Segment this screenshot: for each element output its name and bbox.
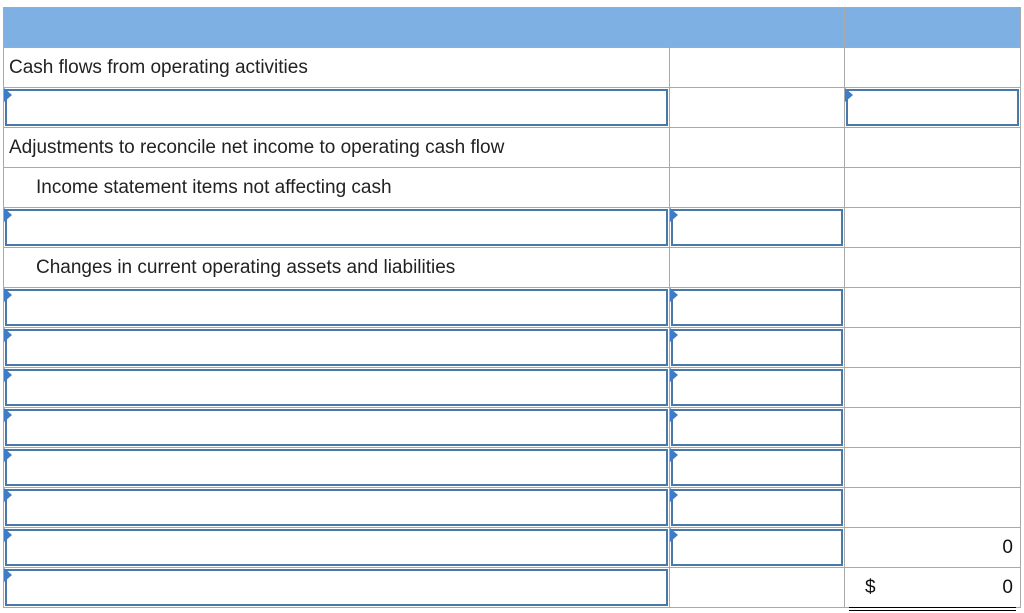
dropdown-flag-icon[interactable] — [670, 528, 678, 542]
net-income-description-input[interactable] — [5, 89, 668, 126]
empty-cell — [670, 128, 845, 168]
empty-cell — [845, 328, 1021, 368]
input-cell — [670, 328, 845, 368]
empty-cell — [670, 248, 845, 288]
dropdown-flag-icon[interactable] — [670, 288, 678, 302]
change-description-input[interactable] — [5, 449, 668, 486]
empty-cell — [845, 48, 1021, 88]
change-amount-input[interactable] — [671, 409, 843, 446]
dropdown-flag-icon[interactable] — [670, 448, 678, 462]
empty-cell — [670, 88, 845, 128]
total-cell — [845, 528, 1021, 568]
change-description-input[interactable] — [5, 369, 668, 406]
change-amount-input[interactable] — [671, 329, 843, 366]
table-row — [4, 488, 1021, 528]
input-cell — [4, 288, 670, 328]
section-label: Cash flows from operating activities — [9, 56, 308, 78]
subtotal-amount-input[interactable] — [671, 529, 843, 566]
section-label-cell — [4, 48, 670, 88]
input-cell — [845, 88, 1021, 128]
double-underline — [849, 607, 1016, 611]
empty-cell — [670, 48, 845, 88]
table-row — [4, 128, 1021, 168]
table-row — [4, 48, 1021, 88]
dropdown-flag-icon[interactable] — [4, 408, 12, 422]
dropdown-flag-icon[interactable] — [4, 368, 12, 382]
subtotal-description-input[interactable] — [5, 529, 668, 566]
table-row — [4, 408, 1021, 448]
empty-cell — [845, 128, 1021, 168]
dropdown-flag-icon[interactable] — [670, 408, 678, 422]
empty-cell — [845, 448, 1021, 488]
net-income-total-input[interactable] — [846, 89, 1019, 126]
subsection-label: Income statement items not affecting cash — [36, 176, 392, 198]
subsection-label-cell — [4, 168, 670, 208]
subsection-label-cell — [4, 248, 670, 288]
net-cash-description-input[interactable] — [5, 569, 668, 606]
input-cell — [4, 568, 670, 608]
dropdown-flag-icon[interactable] — [4, 488, 12, 502]
change-description-input[interactable] — [5, 289, 668, 326]
dropdown-flag-icon[interactable] — [4, 528, 12, 542]
table-row — [4, 288, 1021, 328]
dropdown-flag-icon[interactable] — [845, 88, 853, 102]
input-cell — [4, 88, 670, 128]
section-label: Adjustments to reconcile net income to operating cash flow — [9, 136, 505, 158]
input-cell — [4, 488, 670, 528]
table-row — [4, 368, 1021, 408]
net-cash-total-value: 0 — [1002, 576, 1013, 598]
currency-symbol: $ — [865, 576, 876, 598]
dropdown-flag-icon[interactable] — [670, 208, 678, 222]
noncash-item-description-input[interactable] — [5, 209, 668, 246]
header-row — [4, 8, 1021, 48]
input-cell — [670, 368, 845, 408]
header-cell-amount — [670, 8, 845, 48]
noncash-item-amount-input[interactable] — [671, 209, 843, 246]
total-cell — [845, 568, 1021, 608]
empty-cell — [845, 488, 1021, 528]
change-amount-input[interactable] — [671, 289, 843, 326]
subsection-label: Changes in current operating assets and liabilities — [36, 256, 456, 278]
empty-cell — [670, 168, 845, 208]
input-cell — [670, 288, 845, 328]
empty-cell — [845, 168, 1021, 208]
change-description-input[interactable] — [5, 489, 668, 526]
empty-cell — [845, 408, 1021, 448]
input-cell — [670, 488, 845, 528]
input-cell — [670, 408, 845, 448]
dropdown-flag-icon[interactable] — [670, 368, 678, 382]
input-cell — [670, 208, 845, 248]
dropdown-flag-icon[interactable] — [4, 288, 12, 302]
table-row — [4, 328, 1021, 368]
dropdown-flag-icon[interactable] — [4, 88, 12, 102]
dropdown-flag-icon[interactable] — [670, 488, 678, 502]
subtotal-value: 0 — [1002, 536, 1013, 558]
dropdown-flag-icon[interactable] — [4, 448, 12, 462]
empty-cell — [670, 568, 845, 608]
change-amount-input[interactable] — [671, 449, 843, 486]
input-cell — [4, 528, 670, 568]
section-label-cell — [4, 128, 670, 168]
change-description-input[interactable] — [5, 409, 668, 446]
input-cell — [4, 448, 670, 488]
input-cell — [4, 328, 670, 368]
change-amount-input[interactable] — [671, 369, 843, 406]
table-row — [4, 208, 1021, 248]
table-row — [4, 88, 1021, 128]
input-cell — [4, 208, 670, 248]
change-description-input[interactable] — [5, 329, 668, 366]
cash-flow-worksheet — [3, 7, 1020, 608]
empty-cell — [845, 288, 1021, 328]
table-row — [4, 248, 1021, 288]
empty-cell — [845, 368, 1021, 408]
table-row — [4, 528, 1021, 568]
table-row — [4, 448, 1021, 488]
input-cell — [670, 528, 845, 568]
empty-cell — [845, 208, 1021, 248]
dropdown-flag-icon[interactable] — [4, 568, 12, 582]
dropdown-flag-icon[interactable] — [4, 208, 12, 222]
input-cell — [670, 448, 845, 488]
input-cell — [4, 408, 670, 448]
empty-cell — [845, 248, 1021, 288]
table-row — [4, 168, 1021, 208]
dropdown-flag-icon[interactable] — [4, 328, 12, 342]
input-cell — [4, 368, 670, 408]
header-cell-total — [845, 8, 1021, 48]
cash-flow-table — [3, 7, 1021, 608]
dropdown-flag-icon[interactable] — [670, 328, 678, 342]
header-cell-description — [4, 8, 670, 48]
change-amount-input[interactable] — [671, 489, 843, 526]
table-row — [4, 568, 1021, 608]
